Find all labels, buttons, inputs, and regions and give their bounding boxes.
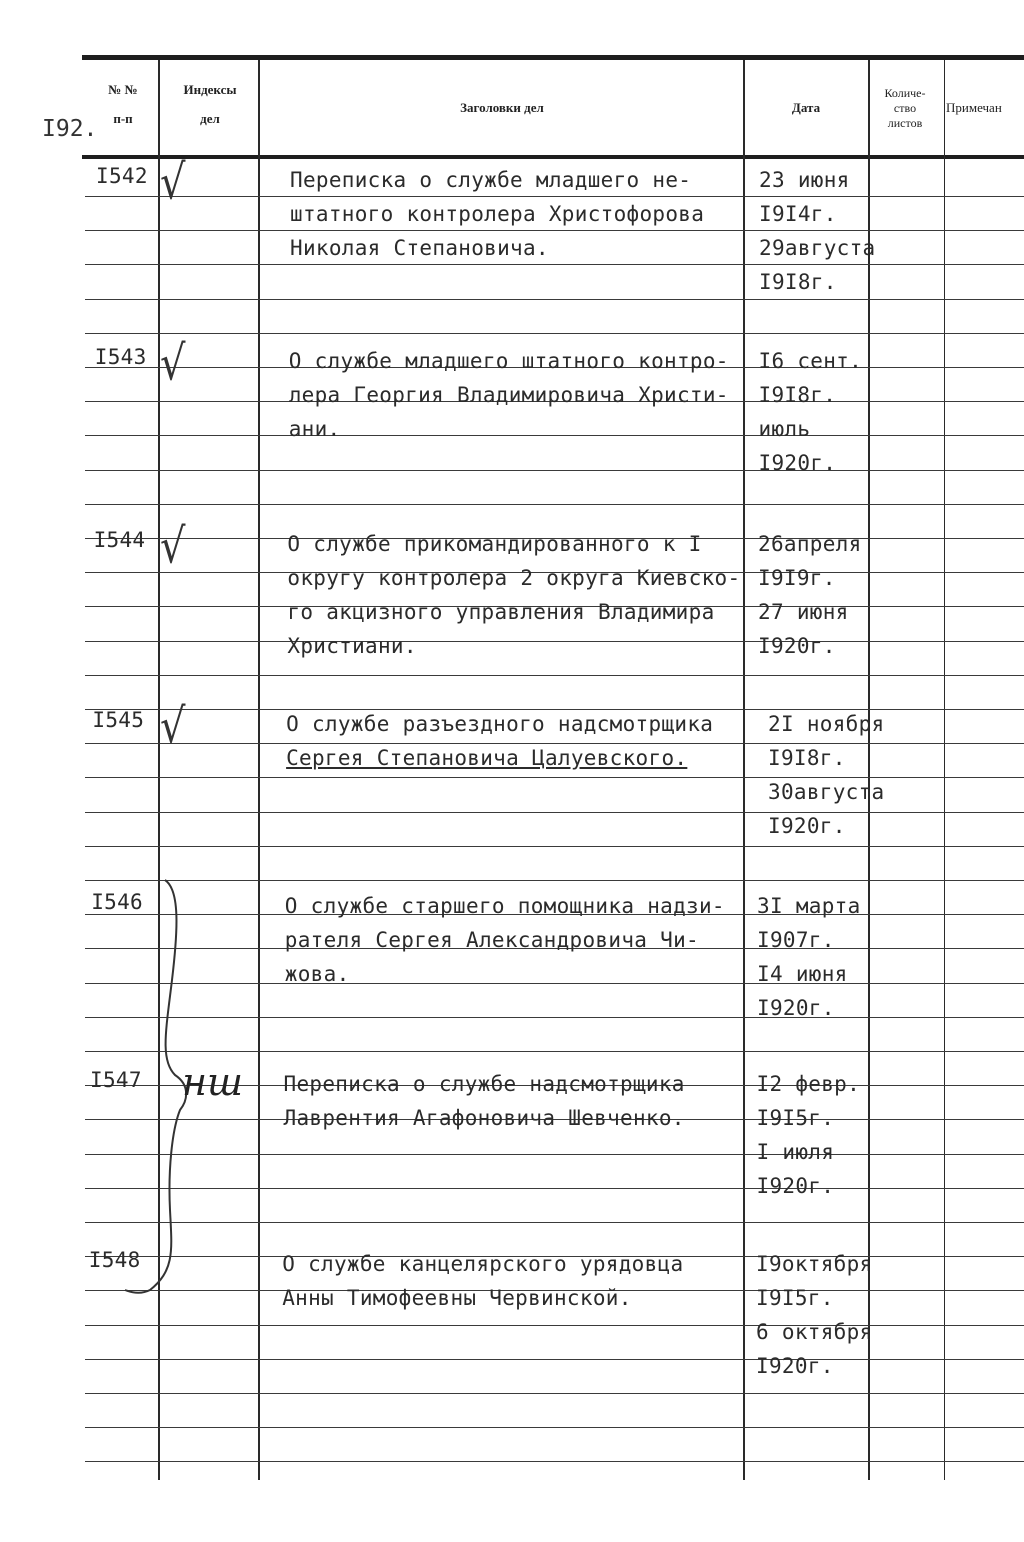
record-date-line: 30августа bbox=[768, 780, 885, 804]
header-bottom-rule bbox=[82, 155, 1024, 159]
record-title-line: О службе канцелярского урядовца bbox=[282, 1252, 684, 1276]
record-title-line: округу контролера 2 округа Киевско- bbox=[287, 566, 741, 590]
record-title-line: го акцизного управления Владимира bbox=[287, 600, 715, 624]
record-title-line: Сергея Степановича Цалуевского. bbox=[286, 746, 688, 770]
ruled-line bbox=[85, 264, 1024, 265]
checkmark-icon: √ bbox=[160, 155, 186, 211]
record-date-line: I9I5г. bbox=[756, 1106, 835, 1130]
handwritten-mark: нш bbox=[182, 1060, 244, 1104]
record-date-line: 27 июня bbox=[758, 600, 849, 624]
record-date-line: 26апреля bbox=[758, 532, 862, 556]
record-title-line: Николая Степановича. bbox=[290, 236, 549, 260]
ruled-line bbox=[85, 435, 1024, 436]
record-date-line: I4 июня bbox=[757, 962, 848, 986]
ruled-line bbox=[85, 333, 1024, 334]
col-divider-count bbox=[944, 60, 945, 1480]
record-title-line: О службе младшего штатного контро- bbox=[288, 349, 729, 373]
header-top-rule bbox=[82, 55, 1024, 60]
ruled-line bbox=[85, 709, 1024, 710]
record-date-line: 2I ноября bbox=[768, 712, 885, 736]
record-title-line: Лаврентия Агафоновича Шевченко. bbox=[283, 1106, 685, 1130]
record-date-line: I9I9г. bbox=[758, 566, 836, 590]
checkmark-icon: √ bbox=[160, 519, 186, 575]
header-col-num: № № п-п bbox=[108, 82, 138, 126]
record-title-line: О службе разъездного надсмотрщика bbox=[286, 712, 714, 736]
record-number: I542 bbox=[96, 164, 148, 188]
record-date-line: I9I5г. bbox=[756, 1286, 834, 1310]
ruled-line bbox=[85, 675, 1024, 676]
record-number: I547 bbox=[90, 1068, 142, 1092]
record-date-line: I9I8г. bbox=[759, 270, 837, 294]
ruled-line bbox=[85, 846, 1024, 847]
record-title-line: лера Георгия Владимировича Христи- bbox=[288, 383, 729, 407]
record-date-line: I920г. bbox=[758, 634, 836, 658]
ruled-line bbox=[85, 1427, 1024, 1428]
record-date-line: I9I4г. bbox=[759, 202, 837, 226]
ruled-line bbox=[85, 299, 1024, 300]
record-date-line: I920г. bbox=[758, 451, 837, 475]
ruled-line bbox=[85, 812, 1024, 813]
checkmark-icon: √ bbox=[160, 699, 186, 755]
record-date-line: 29августа bbox=[759, 236, 876, 260]
ruled-line bbox=[85, 743, 1024, 744]
record-title-line: рателя Сергея Александровича Чи- bbox=[284, 928, 699, 952]
record-title-line: Анны Тимофеевны Червинской. bbox=[282, 1286, 632, 1310]
header-col-index: Индексы дел bbox=[183, 82, 237, 126]
ruled-line bbox=[85, 1461, 1024, 1462]
header-col-date: Дата bbox=[791, 100, 821, 115]
record-date-line: I920г. bbox=[768, 814, 846, 838]
record-title-line: ани. bbox=[288, 417, 341, 441]
record-date-line: I июля bbox=[756, 1140, 835, 1164]
ruled-line bbox=[85, 1359, 1024, 1360]
ruled-line bbox=[85, 470, 1024, 471]
ruled-line bbox=[85, 196, 1024, 197]
record-title-line: Христиани. bbox=[287, 634, 417, 658]
ruled-line bbox=[85, 1325, 1024, 1326]
checkmark-icon: √ bbox=[160, 336, 186, 392]
record-date-line: I920г. bbox=[756, 1354, 834, 1378]
header-col-title: Заголовки дел bbox=[460, 100, 544, 115]
record-date-line: I920г. bbox=[757, 996, 835, 1020]
record-title-line: О службе прикомандированного к I bbox=[287, 532, 702, 556]
record-number: I546 bbox=[91, 890, 143, 914]
header-col-note: Примечан bbox=[946, 100, 1002, 115]
ruled-line bbox=[85, 1393, 1024, 1394]
record-title-line: Переписка о службе надсмотрщика bbox=[283, 1072, 685, 1096]
record-date-line: июль bbox=[758, 417, 811, 441]
record-title-line: О службе старшего помощника надзи- bbox=[284, 894, 725, 918]
col-divider-title bbox=[743, 60, 745, 1480]
ruled-line bbox=[85, 641, 1024, 642]
record-date-line: I907г. bbox=[757, 928, 835, 952]
ruled-line bbox=[85, 230, 1024, 231]
record-date-line: I2 февр. bbox=[756, 1072, 861, 1096]
record-number: I543 bbox=[94, 345, 147, 369]
header-col-count: Количе- ство листов bbox=[884, 86, 926, 130]
record-title-line: штатного контролера Христофорова bbox=[290, 202, 705, 226]
record-date-line: I920г. bbox=[756, 1174, 835, 1198]
page-number: I92. bbox=[42, 116, 98, 142]
record-date-line: I9октября bbox=[756, 1252, 873, 1276]
record-number: I545 bbox=[92, 708, 145, 732]
record-date-line: 3I марта bbox=[757, 894, 861, 918]
record-date-line: I6 сент. bbox=[758, 349, 863, 373]
record-date-line: I9I8г. bbox=[758, 383, 837, 407]
record-title-line: жова. bbox=[284, 962, 350, 986]
ruled-line bbox=[85, 504, 1024, 505]
record-number: I548 bbox=[88, 1248, 141, 1272]
record-date-line: I9I8г. bbox=[768, 746, 846, 770]
record-number: I544 bbox=[93, 528, 146, 552]
record-date-line: 23 июня bbox=[759, 168, 850, 192]
record-title-line: Переписка о службе младшего не- bbox=[290, 168, 692, 192]
ruled-line bbox=[85, 777, 1024, 778]
record-date-line: 6 октября bbox=[756, 1320, 873, 1344]
